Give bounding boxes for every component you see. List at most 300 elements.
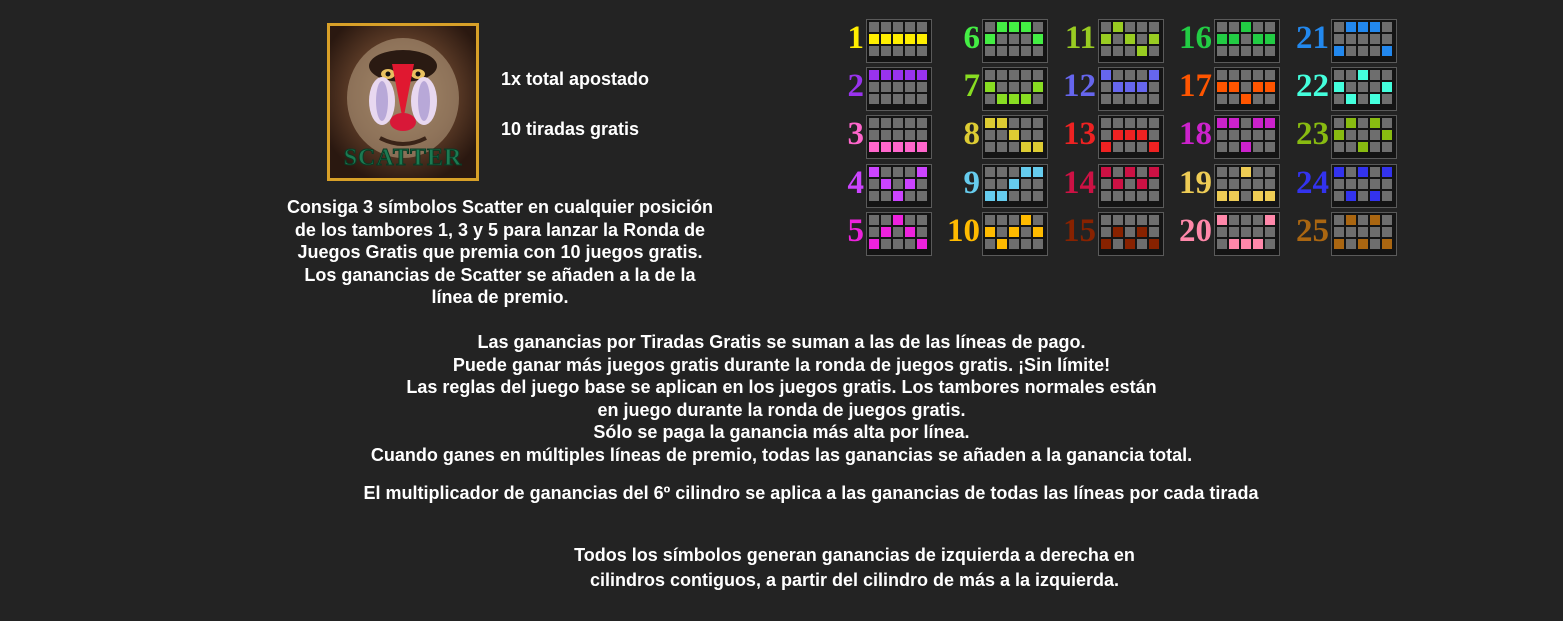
multiplier-rule: El multiplicador de ganancias del 6º cilindro se aplica a las ganancias de todas las líneas por cada tirada xyxy=(363,483,1259,503)
payline-cell xyxy=(1241,227,1251,237)
payline-cell xyxy=(1334,70,1344,80)
payline-cell xyxy=(1101,82,1111,92)
payline-cell-active xyxy=(1021,167,1031,177)
payline-cell xyxy=(985,130,995,140)
payline-cell xyxy=(1382,227,1392,237)
free-spins-rules xyxy=(0,331,1563,467)
payline-cell-active xyxy=(869,70,879,80)
payline-cell xyxy=(997,215,1007,225)
payline-number: 16 xyxy=(1179,20,1212,56)
payline-cell-active xyxy=(1217,82,1227,92)
payline-cell-active xyxy=(1217,191,1227,201)
payline-cell xyxy=(1217,130,1227,140)
payline-cell xyxy=(1113,215,1123,225)
payline-cell-active xyxy=(1334,82,1344,92)
payline-cell xyxy=(1125,70,1135,80)
payline-item xyxy=(806,115,934,153)
payline-cell-active xyxy=(1370,215,1380,225)
payline-cell-active xyxy=(1137,130,1147,140)
direction-rule-line: cilindros contiguos, a partir del cilindro de más a la izquierda. xyxy=(589,570,1120,590)
payline-cell xyxy=(1334,191,1344,201)
payline-cell xyxy=(1125,227,1135,237)
payline-cell xyxy=(869,179,879,189)
direction-rule-line: Todos los símbolos generan ganancias de izquierda a derecha en xyxy=(574,545,1135,565)
payline-cell xyxy=(893,130,903,140)
payline-cell xyxy=(1346,179,1356,189)
payline-cell xyxy=(881,130,891,140)
payline-cell-active xyxy=(1370,94,1380,104)
payline-cell xyxy=(1217,239,1227,249)
payline-cell-active xyxy=(1358,239,1368,249)
payline-cell-active xyxy=(1241,142,1251,152)
payline-cell-active xyxy=(1382,167,1392,177)
payline-cell-active xyxy=(1113,179,1123,189)
payline-cell xyxy=(997,167,1007,177)
payline-cell xyxy=(1009,34,1019,44)
payline-cell xyxy=(1217,70,1227,80)
payline-cell-active xyxy=(985,34,995,44)
payline-cell xyxy=(997,179,1007,189)
payline-cell-active xyxy=(1358,22,1368,32)
payline-cell-active xyxy=(1382,46,1392,56)
payline-cell-active xyxy=(1334,46,1344,56)
payline-cell xyxy=(1021,179,1031,189)
payline-item xyxy=(806,67,934,105)
payline-cell xyxy=(1113,46,1123,56)
payline-cell xyxy=(1358,34,1368,44)
payline-cell xyxy=(985,94,995,104)
payline-cell xyxy=(1241,191,1251,201)
payline-cell xyxy=(1009,167,1019,177)
payline-cell-active xyxy=(1346,191,1356,201)
payline-cell xyxy=(1382,34,1392,44)
payline-cell-active xyxy=(893,70,903,80)
payline-cell-active xyxy=(1370,118,1380,128)
payline-cell xyxy=(1229,167,1239,177)
payline-cell xyxy=(1370,82,1380,92)
payline-cell xyxy=(1241,179,1251,189)
payline-cell-active xyxy=(905,70,915,80)
payline-cell xyxy=(1137,34,1147,44)
payline-cell xyxy=(1358,130,1368,140)
scatter-symbol-label: SCATTER xyxy=(343,145,463,171)
payline-cell xyxy=(1113,191,1123,201)
direction-rule xyxy=(0,543,1563,593)
payline-number: 21 xyxy=(1296,20,1329,56)
payline-cell xyxy=(1009,118,1019,128)
payline-item xyxy=(1271,212,1399,250)
payline-cell xyxy=(1101,22,1111,32)
payline-cell xyxy=(1358,215,1368,225)
payline-cell xyxy=(1021,70,1031,80)
payline-cell-active xyxy=(1229,239,1239,249)
payline-number: 10 xyxy=(947,213,980,249)
payline-cell-active xyxy=(1382,82,1392,92)
payline-cell xyxy=(1009,82,1019,92)
scatter-description-line: línea de premio. xyxy=(431,287,569,307)
payline-cell-active xyxy=(1358,142,1368,152)
payline-cell xyxy=(1021,130,1031,140)
payline-number: 20 xyxy=(1179,213,1212,249)
payline-cell-active xyxy=(881,179,891,189)
payline-cell-active xyxy=(997,239,1007,249)
payline-cell xyxy=(1382,191,1392,201)
payline-cell xyxy=(1334,34,1344,44)
payline-cell xyxy=(1382,215,1392,225)
payline-number: 11 xyxy=(1064,20,1096,56)
payline-cell-active xyxy=(1137,46,1147,56)
payline-cell xyxy=(869,22,879,32)
payline-cell-active xyxy=(1253,239,1263,249)
payline-cell xyxy=(1358,82,1368,92)
payline-cell xyxy=(1113,34,1123,44)
payline-cell xyxy=(1009,239,1019,249)
payline-cell xyxy=(1009,191,1019,201)
payline-cell xyxy=(997,227,1007,237)
payline-cell xyxy=(985,142,995,152)
payline-number: 14 xyxy=(1063,165,1096,201)
payline-cell xyxy=(1101,191,1111,201)
payline-cell xyxy=(1241,34,1251,44)
payline-cell-active xyxy=(1217,215,1227,225)
payline-cell xyxy=(1021,82,1031,92)
payline-cell xyxy=(893,227,903,237)
payline-number: 7 xyxy=(963,68,980,104)
payline-cell xyxy=(1137,239,1147,249)
payline-cell xyxy=(905,239,915,249)
payline-cell xyxy=(1229,46,1239,56)
payline-item xyxy=(806,19,934,57)
payline-cell xyxy=(1137,22,1147,32)
payline-cell xyxy=(1125,22,1135,32)
payline-cell xyxy=(1101,227,1111,237)
payline-cell-active xyxy=(1358,167,1368,177)
payline-grid xyxy=(1331,212,1397,256)
payline-cell xyxy=(1382,142,1392,152)
payline-cell xyxy=(881,118,891,128)
payline-grid xyxy=(1331,164,1397,208)
payline-cell-active xyxy=(985,118,995,128)
payline-cell xyxy=(1113,94,1123,104)
payline-cell xyxy=(1253,130,1263,140)
payline-cell xyxy=(893,82,903,92)
payline-cell xyxy=(1229,70,1239,80)
payline-number: 1 xyxy=(847,20,864,56)
payline-cell-active xyxy=(1009,94,1019,104)
payline-cell-active xyxy=(881,142,891,152)
payline-cell xyxy=(893,94,903,104)
payline-cell xyxy=(905,22,915,32)
payline-number: 3 xyxy=(847,116,864,152)
payline-cell-active xyxy=(893,34,903,44)
payline-item xyxy=(1038,164,1166,202)
payline-cell xyxy=(1229,227,1239,237)
payline-cell xyxy=(1137,215,1147,225)
payline-cell-active xyxy=(881,34,891,44)
payline-cell-active xyxy=(1113,130,1123,140)
payline-number: 13 xyxy=(1063,116,1096,152)
payline-cell-active xyxy=(1217,34,1227,44)
payline-cell xyxy=(1229,215,1239,225)
payline-cell xyxy=(1009,46,1019,56)
payline-cell-active xyxy=(1370,22,1380,32)
payline-cell xyxy=(1125,179,1135,189)
payline-cell xyxy=(1009,70,1019,80)
payline-cell xyxy=(985,70,995,80)
payline-cell xyxy=(1021,227,1031,237)
payline-cell-active xyxy=(1334,167,1344,177)
scatter-payout-free-spins: 10 tiradas gratis xyxy=(501,119,640,139)
rules-line: Cuando ganes en múltiples líneas de premio, todas las ganancias se añaden a la ganancia total. xyxy=(370,444,1193,465)
payline-cell xyxy=(1241,82,1251,92)
payline-cell xyxy=(1253,142,1263,152)
payline-cell xyxy=(905,46,915,56)
payline-number: 4 xyxy=(847,165,864,201)
payline-cell xyxy=(905,167,915,177)
paylines-panel xyxy=(0,0,1563,300)
payline-cell xyxy=(1217,227,1227,237)
payline-item xyxy=(922,67,1050,105)
rules-line: en juego durante la ronda de juegos gratis. xyxy=(597,399,966,420)
payline-cell-active xyxy=(869,167,879,177)
payline-cell-active xyxy=(1009,130,1019,140)
payline-cell-active xyxy=(1137,82,1147,92)
payline-cell xyxy=(1370,179,1380,189)
payline-cell xyxy=(1241,215,1251,225)
payline-cell xyxy=(869,130,879,140)
payline-cell xyxy=(1113,142,1123,152)
payline-number: 8 xyxy=(963,116,980,152)
payline-cell xyxy=(1382,70,1392,80)
payline-cell xyxy=(869,118,879,128)
payline-cell xyxy=(1137,118,1147,128)
payline-cell xyxy=(1021,191,1031,201)
payline-item xyxy=(1271,164,1399,202)
payline-cell xyxy=(1241,118,1251,128)
payline-cell xyxy=(1241,70,1251,80)
payline-cell xyxy=(1346,34,1356,44)
payline-cell xyxy=(1125,94,1135,104)
payline-cell xyxy=(1113,70,1123,80)
payline-cell-active xyxy=(1021,22,1031,32)
payline-cell xyxy=(905,130,915,140)
payline-cell xyxy=(1334,215,1344,225)
payline-item xyxy=(922,164,1050,202)
payline-cell-active xyxy=(869,239,879,249)
payline-cell-active xyxy=(905,142,915,152)
rules-line: Las reglas del juego base se aplican en los juegos gratis. Los tambores normales están xyxy=(406,377,1157,398)
payline-cell-active xyxy=(985,227,995,237)
payline-cell xyxy=(985,239,995,249)
payline-cell xyxy=(881,94,891,104)
payline-grid xyxy=(1331,67,1397,111)
payline-cell xyxy=(1370,142,1380,152)
payline-cell xyxy=(985,22,995,32)
payline-cell-active xyxy=(1358,70,1368,80)
payline-cell xyxy=(881,167,891,177)
payline-cell xyxy=(1125,191,1135,201)
payline-cell xyxy=(1334,227,1344,237)
payline-cell xyxy=(1125,46,1135,56)
payline-cell xyxy=(1253,70,1263,80)
payline-item xyxy=(1154,19,1282,57)
payline-cell xyxy=(1346,227,1356,237)
payline-cell xyxy=(1229,130,1239,140)
payline-item xyxy=(806,212,934,250)
payline-cell xyxy=(1229,179,1239,189)
payline-cell-active xyxy=(1125,34,1135,44)
payline-number: 5 xyxy=(847,213,864,249)
payline-cell xyxy=(869,46,879,56)
payline-cell xyxy=(1334,118,1344,128)
payline-cell xyxy=(1229,142,1239,152)
payline-cell xyxy=(869,94,879,104)
payline-cell-active xyxy=(1009,179,1019,189)
payline-cell xyxy=(893,118,903,128)
payline-cell-active xyxy=(869,34,879,44)
payline-cell xyxy=(997,82,1007,92)
payline-cell-active xyxy=(1101,142,1111,152)
payline-cell xyxy=(1021,118,1031,128)
payline-cell xyxy=(905,215,915,225)
payline-item xyxy=(922,115,1050,153)
payline-cell xyxy=(1346,167,1356,177)
payline-cell-active xyxy=(1217,118,1227,128)
payline-cell xyxy=(1370,130,1380,140)
payline-cell xyxy=(1253,46,1263,56)
payline-cell-active xyxy=(905,179,915,189)
payline-cell-active xyxy=(1229,191,1239,201)
payline-item xyxy=(1038,19,1166,57)
payline-cell-active xyxy=(1229,34,1239,44)
payline-cell-active xyxy=(1137,227,1147,237)
payline-cell xyxy=(1253,94,1263,104)
payline-grid xyxy=(1331,115,1397,159)
payline-cell-active xyxy=(893,191,903,201)
payline-cell xyxy=(1021,239,1031,249)
payline-cell xyxy=(1101,118,1111,128)
payline-cell xyxy=(1334,179,1344,189)
payline-cell-active xyxy=(1346,215,1356,225)
payline-cell xyxy=(1358,179,1368,189)
payline-cell xyxy=(893,239,903,249)
payline-cell-active xyxy=(997,118,1007,128)
payline-cell xyxy=(1346,46,1356,56)
payline-cell xyxy=(997,46,1007,56)
scatter-description-line: Consiga 3 símbolos Scatter en cualquier posición xyxy=(286,197,714,217)
payline-cell xyxy=(1217,46,1227,56)
payline-number: 15 xyxy=(1063,213,1096,249)
payline-cell xyxy=(1253,227,1263,237)
payline-cell-active xyxy=(1334,239,1344,249)
payline-cell xyxy=(1334,94,1344,104)
payline-cell-active xyxy=(997,22,1007,32)
payline-cell xyxy=(1101,215,1111,225)
payline-number: 9 xyxy=(963,165,980,201)
payline-item xyxy=(1038,67,1166,105)
payline-cell-active xyxy=(1125,130,1135,140)
payline-cell-active xyxy=(1113,82,1123,92)
payline-cell xyxy=(1358,227,1368,237)
payline-cell xyxy=(1346,239,1356,249)
payline-number: 24 xyxy=(1296,165,1329,201)
payline-item xyxy=(806,164,934,202)
rules-line: Sólo se paga la ganancia más alta por línea. xyxy=(593,422,970,443)
payline-cell xyxy=(1113,118,1123,128)
payline-cell xyxy=(997,142,1007,152)
payline-cell xyxy=(985,179,995,189)
payline-cell-active xyxy=(881,227,891,237)
payline-cell-active xyxy=(881,70,891,80)
payline-cell xyxy=(1334,22,1344,32)
scatter-description-line: de los tambores 1, 3 y 5 para lanzar la Ronda de xyxy=(294,219,706,240)
payline-cell-active xyxy=(1021,142,1031,152)
payline-cell-active xyxy=(1382,239,1392,249)
payline-cell-active xyxy=(893,215,903,225)
payline-cell xyxy=(893,167,903,177)
payline-cell xyxy=(1241,46,1251,56)
payline-cell xyxy=(1101,130,1111,140)
payline-cell xyxy=(1217,142,1227,152)
payline-number: 2 xyxy=(847,68,864,104)
payline-cell-active xyxy=(1241,94,1251,104)
payline-cell-active xyxy=(1346,22,1356,32)
payline-item xyxy=(1271,115,1399,153)
payline-cell xyxy=(1101,94,1111,104)
payline-cell xyxy=(1253,167,1263,177)
payline-item xyxy=(1154,212,1282,250)
scatter-description-line: Juegos Gratis que premia con 10 juegos gratis. xyxy=(297,242,703,262)
payline-cell-active xyxy=(905,34,915,44)
payline-cell xyxy=(1021,34,1031,44)
payline-cell xyxy=(1253,22,1263,32)
payline-cell xyxy=(905,82,915,92)
payline-item xyxy=(1038,212,1166,250)
payline-cell-active xyxy=(1241,22,1251,32)
payline-cell xyxy=(869,191,879,201)
payline-cell xyxy=(1253,179,1263,189)
payline-cell xyxy=(1217,94,1227,104)
payline-cell xyxy=(1101,46,1111,56)
payline-cell xyxy=(881,191,891,201)
payline-cell-active xyxy=(1229,118,1239,128)
payline-cell xyxy=(1370,70,1380,80)
payline-cell-active xyxy=(1125,239,1135,249)
payline-cell xyxy=(869,227,879,237)
rules-line: Puede ganar más juegos gratis durante la ronda de juegos gratis. ¡Sin límite! xyxy=(452,354,1111,375)
payline-cell xyxy=(1358,46,1368,56)
payline-cell-active xyxy=(1101,34,1111,44)
payline-cell xyxy=(1113,167,1123,177)
payline-cell xyxy=(1125,118,1135,128)
payline-cell-active xyxy=(1101,70,1111,80)
payline-cell xyxy=(1101,179,1111,189)
payline-cell-active xyxy=(1253,82,1263,92)
payline-item xyxy=(1154,115,1282,153)
payline-item xyxy=(1154,164,1282,202)
payline-cell xyxy=(1358,118,1368,128)
scatter-payout-bet: 1x total apostado xyxy=(501,69,650,89)
payline-cell xyxy=(1217,22,1227,32)
payline-number: 12 xyxy=(1063,68,1096,104)
payline-cell xyxy=(1217,179,1227,189)
scatter-description-line: Los ganancias de Scatter se añaden a la de la xyxy=(304,264,696,285)
payline-cell xyxy=(893,22,903,32)
payline-cell-active xyxy=(1009,227,1019,237)
payline-cell xyxy=(1358,94,1368,104)
payline-cell xyxy=(1137,191,1147,201)
payline-cell xyxy=(1229,94,1239,104)
